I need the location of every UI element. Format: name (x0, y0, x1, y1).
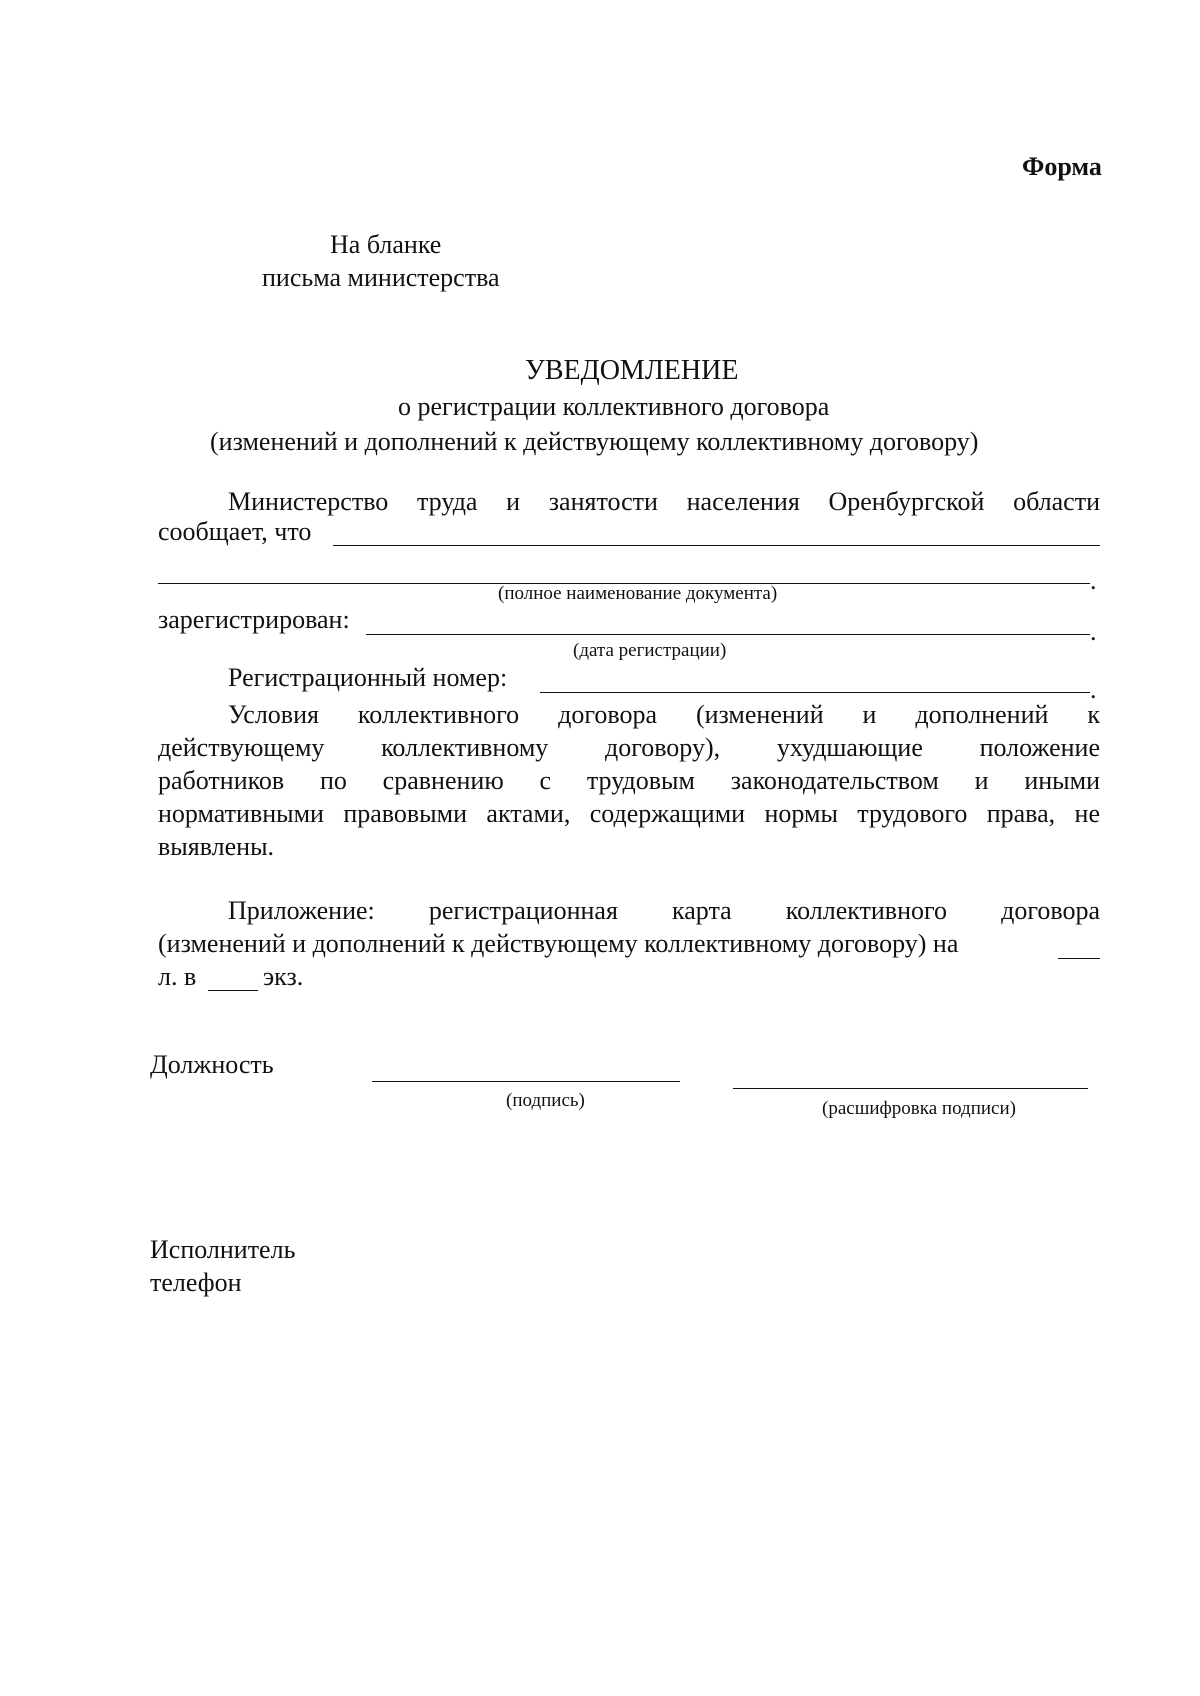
title-subline-1: о регистрации коллективного договора (398, 392, 830, 421)
reports-label: сообщает, что (158, 517, 312, 546)
signature-decryption-caption: (расшифровка подписи) (822, 1098, 1016, 1119)
title-subline-2: (изменений и дополнений к действующему коллективному договору) (210, 427, 979, 456)
period-2: . (1090, 617, 1097, 646)
executor-label: Исполнитель (150, 1235, 296, 1264)
registration-date-caption: (дата регистрации) (573, 640, 727, 661)
period-3: . (1090, 675, 1097, 704)
sheets-label: л. в (158, 962, 197, 991)
copies-label: экз. (263, 962, 304, 991)
letterhead-line-2: письма министерства (262, 263, 500, 292)
conditions-line-1: Условия коллективного договора (изменений и дополнений к (228, 700, 1100, 729)
signature-field[interactable] (372, 1081, 680, 1082)
attachment-line-1: Приложение: регистрационная карта коллективного договора (228, 896, 1100, 925)
registration-number-label: Регистрационный номер: (228, 663, 508, 692)
sheets-count-field[interactable] (1058, 958, 1100, 959)
signature-decryption-field[interactable] (733, 1088, 1088, 1089)
conditions-line-2: действующему коллективному договору), ухудшающие положение (158, 733, 1100, 762)
registration-number-field[interactable] (540, 692, 1090, 693)
registered-label: зарегистрирован: (158, 605, 350, 634)
document-title: УВЕДОМЛЕНИЕ (525, 355, 739, 386)
document-name-field-line-1[interactable] (333, 545, 1100, 546)
conditions-line-4: нормативными правовыми актами, содержащими нормы трудового права, не (158, 799, 1100, 828)
position-label: Должность (150, 1050, 274, 1079)
ministry-line: Министерство труда и занятости населения Оренбургской области (228, 487, 1100, 516)
conditions-line-5: выявлены. (158, 832, 275, 861)
copies-count-field[interactable] (208, 990, 258, 991)
attachment-line-2: (изменений и дополнений к действующему коллективному договору) на (158, 929, 959, 958)
document-name-caption: (полное наименование документа) (498, 583, 778, 604)
letterhead-line-1: На бланке (330, 230, 442, 259)
form-label: Форма (1022, 152, 1102, 181)
phone-label: телефон (150, 1268, 242, 1297)
signature-caption: (подпись) (506, 1090, 585, 1111)
period-1: . (1090, 566, 1097, 595)
registration-date-field[interactable] (366, 634, 1090, 635)
conditions-line-3: работников по сравнению с трудовым законодательством и иными (158, 766, 1100, 795)
